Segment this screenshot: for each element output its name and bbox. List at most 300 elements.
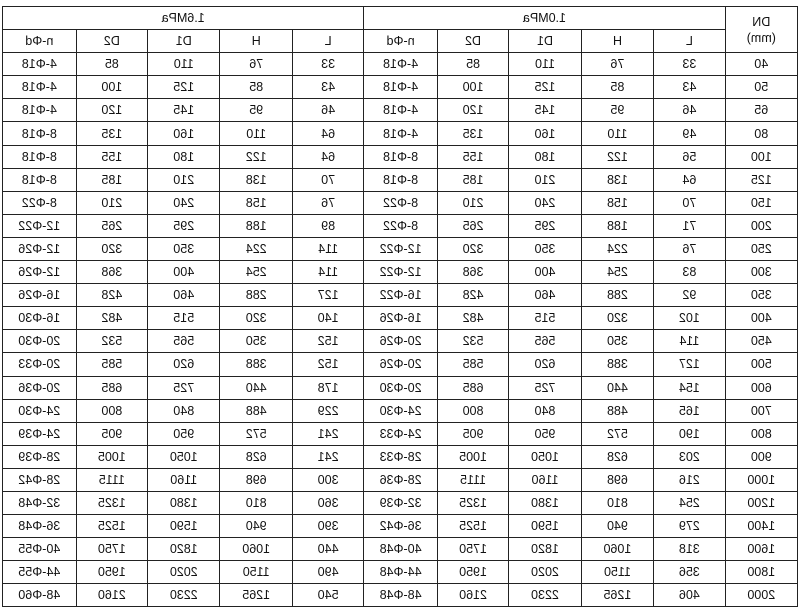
table-cell: 254 <box>220 261 292 284</box>
table-cell: 160 <box>509 122 581 145</box>
table-cell: 1005 <box>437 445 508 468</box>
table-cell: 406 <box>654 584 725 607</box>
table-row <box>3 445 798 468</box>
table-cell: 100 <box>437 76 508 99</box>
table-cell: 440 <box>292 538 363 561</box>
table-cell: 188 <box>581 214 653 237</box>
table-cell: 125 <box>725 168 797 191</box>
table-cell: 1380 <box>509 491 581 514</box>
table-cell: 71 <box>654 214 725 237</box>
table-cell: 125 <box>148 76 220 99</box>
table-cell: 350 <box>725 284 797 307</box>
table-cell: 2230 <box>148 584 220 607</box>
table-cell: 320 <box>437 237 508 260</box>
table-row <box>3 168 798 191</box>
table-cell: 28-Φ36 <box>364 468 438 491</box>
table-cell: 265 <box>437 214 508 237</box>
table-cell: 450 <box>725 330 797 353</box>
table-cell: 32-Φ39 <box>364 491 438 514</box>
table-row <box>3 53 798 76</box>
table-row <box>3 584 798 607</box>
flange-dimension-table <box>2 6 798 607</box>
table-cell: 725 <box>148 376 220 399</box>
table-cell: 80 <box>725 122 797 145</box>
table-cell: 127 <box>654 353 725 376</box>
table-cell: 905 <box>437 422 508 445</box>
table-cell: 4-Φ18 <box>364 53 438 76</box>
table-cell: 70 <box>292 168 363 191</box>
table-cell: 2020 <box>148 561 220 584</box>
table-row <box>3 538 798 561</box>
table-cell: 800 <box>76 399 147 422</box>
table-cell: 40 <box>725 53 797 76</box>
table-cell: 135 <box>76 122 147 145</box>
table-cell: 150 <box>725 191 797 214</box>
dn-unit: (mm) <box>746 30 776 45</box>
table-cell: 36-Φ48 <box>3 515 77 538</box>
table-cell: 36-Φ42 <box>364 515 438 538</box>
table-cell: 620 <box>148 353 220 376</box>
table-cell: 700 <box>725 399 797 422</box>
table-cell: 725 <box>509 376 581 399</box>
table-cell: 460 <box>148 284 220 307</box>
sub-header-d1: D1 <box>148 30 220 53</box>
table-cell: 65 <box>725 99 797 122</box>
table-cell: 1200 <box>725 491 797 514</box>
table-cell: 224 <box>220 237 292 260</box>
table-cell: 185 <box>76 168 147 191</box>
table-row <box>3 515 798 538</box>
table-cell: 16-Φ26 <box>364 307 438 330</box>
table-cell: 140 <box>292 307 363 330</box>
table-cell: 440 <box>581 376 653 399</box>
table-cell: 135 <box>437 122 508 145</box>
table-cell: 685 <box>76 376 147 399</box>
table-cell: 20-Φ30 <box>364 376 438 399</box>
table-cell: 24-Φ33 <box>364 422 438 445</box>
table-cell: 1265 <box>220 584 292 607</box>
table-cell: 152 <box>292 353 363 376</box>
table-cell: 400 <box>725 307 797 330</box>
table-cell: 240 <box>148 191 220 214</box>
table-cell: 295 <box>509 214 581 237</box>
table-cell: 2160 <box>76 584 147 607</box>
table-cell: 114 <box>654 330 725 353</box>
table-cell: 1820 <box>148 538 220 561</box>
table-cell: 200 <box>725 214 797 237</box>
table-cell: 1160 <box>148 468 220 491</box>
table-row <box>3 330 798 353</box>
table-row <box>3 191 798 214</box>
table-cell: 940 <box>581 515 653 538</box>
spec-table-container <box>2 6 798 602</box>
table-cell: 145 <box>148 99 220 122</box>
table-cell: 1050 <box>148 445 220 468</box>
table-cell: 32-Φ48 <box>3 491 77 514</box>
table-cell: 76 <box>581 53 653 76</box>
table-cell: 1590 <box>148 515 220 538</box>
table-cell: 368 <box>76 261 147 284</box>
table-cell: 43 <box>654 76 725 99</box>
table-cell: 12-Φ22 <box>364 237 438 260</box>
table-cell: 1325 <box>437 491 508 514</box>
table-cell: 64 <box>654 168 725 191</box>
table-row <box>3 284 798 307</box>
table-row <box>3 376 798 399</box>
group-b-header: 1.6MPa <box>3 7 364 30</box>
table-row <box>3 399 798 422</box>
table-cell: 155 <box>437 145 508 168</box>
table-cell: 16-Φ26 <box>3 284 77 307</box>
sub-header-h: H <box>581 30 653 53</box>
table-cell: 320 <box>76 237 147 260</box>
table-row <box>3 145 798 168</box>
table-cell: 240 <box>509 191 581 214</box>
table-cell: 810 <box>220 491 292 514</box>
table-cell: 4-Φ18 <box>3 53 77 76</box>
table-cell: 120 <box>76 99 147 122</box>
table-cell: 318 <box>654 538 725 561</box>
table-cell: 1325 <box>76 491 147 514</box>
table-cell: 532 <box>76 330 147 353</box>
table-cell: 76 <box>292 191 363 214</box>
table-cell: 810 <box>581 491 653 514</box>
table-cell: 76 <box>220 53 292 76</box>
table-cell: 155 <box>76 145 147 168</box>
table-cell: 360 <box>292 491 363 514</box>
table-cell: 122 <box>581 145 653 168</box>
table-cell: 85 <box>76 53 147 76</box>
table-cell: 1590 <box>509 515 581 538</box>
table-cell: 2160 <box>437 584 508 607</box>
table-cell: 1600 <box>725 538 797 561</box>
table-cell: 190 <box>654 422 725 445</box>
table-cell: 110 <box>581 122 653 145</box>
table-cell: 1050 <box>509 445 581 468</box>
table-cell: 64 <box>292 122 363 145</box>
table-cell: 178 <box>292 376 363 399</box>
table-cell: 70 <box>654 191 725 214</box>
table-cell: 4-Φ18 <box>3 99 77 122</box>
table-cell: 203 <box>654 445 725 468</box>
table-cell: 20-Φ30 <box>3 330 77 353</box>
table-cell: 185 <box>437 168 508 191</box>
table-cell: 8-Φ18 <box>364 145 438 168</box>
table-cell: 100 <box>76 76 147 99</box>
table-cell: 488 <box>220 399 292 422</box>
table-row <box>3 261 798 284</box>
table-cell: 320 <box>220 307 292 330</box>
table-cell: 50 <box>725 76 797 99</box>
table-cell: 20-Φ36 <box>3 376 77 399</box>
table-cell: 950 <box>509 422 581 445</box>
table-cell: 428 <box>437 284 508 307</box>
table-cell: 110 <box>509 53 581 76</box>
table-cell: 138 <box>220 168 292 191</box>
header-row-sub <box>3 30 798 53</box>
table-row <box>3 237 798 260</box>
table-cell: 840 <box>509 399 581 422</box>
table-cell: 490 <box>292 561 363 584</box>
table-cell: 12-Φ22 <box>364 261 438 284</box>
table-row <box>3 353 798 376</box>
table-cell: 145 <box>509 99 581 122</box>
table-cell: 64 <box>292 145 363 168</box>
table-cell: 565 <box>148 330 220 353</box>
table-cell: 229 <box>292 399 363 422</box>
table-cell: 48-Φ48 <box>364 584 438 607</box>
table-cell: 1150 <box>581 561 653 584</box>
table-cell: 24-Φ30 <box>3 399 77 422</box>
table-cell: 950 <box>148 422 220 445</box>
table-cell: 1750 <box>437 538 508 561</box>
table-cell: 515 <box>509 307 581 330</box>
table-cell: 8-Φ22 <box>3 191 77 214</box>
table-cell: 1800 <box>725 561 797 584</box>
table-row <box>3 307 798 330</box>
table-cell: 122 <box>220 145 292 168</box>
table-cell: 158 <box>220 191 292 214</box>
table-cell: 210 <box>148 168 220 191</box>
table-cell: 8-Φ18 <box>3 145 77 168</box>
table-cell: 840 <box>148 399 220 422</box>
table-cell: 8-Φ18 <box>3 122 77 145</box>
table-cell: 8-Φ18 <box>3 168 77 191</box>
table-cell: 1750 <box>76 538 147 561</box>
table-cell: 16-Φ22 <box>364 284 438 307</box>
table-cell: 28-Φ33 <box>364 445 438 468</box>
table-cell: 1950 <box>76 561 147 584</box>
table-cell: 4-Φ18 <box>3 76 77 99</box>
table-cell: 572 <box>581 422 653 445</box>
sub-header-h: H <box>220 30 292 53</box>
sub-header-nd: n-Φd <box>3 30 77 53</box>
table-cell: 1160 <box>509 468 581 491</box>
table-cell: 56 <box>654 145 725 168</box>
table-cell: 350 <box>148 237 220 260</box>
table-cell: 565 <box>509 330 581 353</box>
table-cell: 12-Φ26 <box>3 237 77 260</box>
table-cell: 110 <box>148 53 220 76</box>
table-cell: 350 <box>509 237 581 260</box>
table-cell: 83 <box>654 261 725 284</box>
table-cell: 2230 <box>509 584 581 607</box>
table-cell: 210 <box>509 168 581 191</box>
table-cell: 44-Φ55 <box>3 561 77 584</box>
table-cell: 1265 <box>581 584 653 607</box>
table-body <box>3 53 798 607</box>
table-cell: 210 <box>437 191 508 214</box>
table-cell: 628 <box>220 445 292 468</box>
table-cell: 1115 <box>76 468 147 491</box>
table-cell: 628 <box>581 445 653 468</box>
table-cell: 295 <box>148 214 220 237</box>
table-cell: 1525 <box>437 515 508 538</box>
table-cell: 356 <box>654 561 725 584</box>
table-cell: 114 <box>292 261 363 284</box>
table-cell: 500 <box>725 353 797 376</box>
table-cell: 460 <box>509 284 581 307</box>
sub-header-d2: D2 <box>76 30 147 53</box>
group-a-header: 1.0MPa <box>364 7 725 30</box>
table-cell: 1000 <box>725 468 797 491</box>
table-cell: 1950 <box>437 561 508 584</box>
table-cell: 1150 <box>220 561 292 584</box>
table-cell: 488 <box>581 399 653 422</box>
table-cell: 540 <box>292 584 363 607</box>
table-cell: 24-Φ39 <box>3 422 77 445</box>
table-cell: 160 <box>148 122 220 145</box>
table-cell: 1005 <box>76 445 147 468</box>
table-cell: 288 <box>581 284 653 307</box>
table-cell: 224 <box>581 237 653 260</box>
table-cell: 1820 <box>509 538 581 561</box>
table-cell: 428 <box>76 284 147 307</box>
table-cell: 241 <box>292 422 363 445</box>
table-cell: 95 <box>581 99 653 122</box>
sub-header-nd: n-Φd <box>364 30 438 53</box>
table-cell: 350 <box>220 330 292 353</box>
table-cell: 1060 <box>220 538 292 561</box>
table-cell: 698 <box>220 468 292 491</box>
table-cell: 482 <box>76 307 147 330</box>
table-cell: 300 <box>725 261 797 284</box>
table-cell: 4-Φ18 <box>364 99 438 122</box>
table-cell: 180 <box>148 145 220 168</box>
table-cell: 12-Φ26 <box>3 261 77 284</box>
table-cell: 158 <box>581 191 653 214</box>
table-cell: 20-Φ26 <box>364 353 438 376</box>
table-cell: 28-Φ42 <box>3 468 77 491</box>
table-cell: 572 <box>220 422 292 445</box>
table-cell: 85 <box>220 76 292 99</box>
table-row <box>3 214 798 237</box>
table-cell: 2020 <box>509 561 581 584</box>
table-cell: 154 <box>654 376 725 399</box>
table-cell: 585 <box>76 353 147 376</box>
table-cell: 250 <box>725 237 797 260</box>
table-cell: 216 <box>654 468 725 491</box>
table-cell: 8-Φ22 <box>364 214 438 237</box>
table-cell: 12-Φ22 <box>3 214 77 237</box>
table-cell: 320 <box>581 307 653 330</box>
table-cell: 46 <box>292 99 363 122</box>
table-cell: 48-Φ60 <box>3 584 77 607</box>
table-cell: 120 <box>437 99 508 122</box>
table-cell: 28-Φ39 <box>3 445 77 468</box>
table-cell: 188 <box>220 214 292 237</box>
table-cell: 600 <box>725 376 797 399</box>
table-cell: 8-Φ18 <box>364 168 438 191</box>
table-cell: 24-Φ30 <box>364 399 438 422</box>
table-cell: 585 <box>437 353 508 376</box>
table-cell: 350 <box>581 330 653 353</box>
table-cell: 515 <box>148 307 220 330</box>
table-row <box>3 422 798 445</box>
table-cell: 440 <box>220 376 292 399</box>
table-cell: 482 <box>437 307 508 330</box>
table-cell: 532 <box>437 330 508 353</box>
table-cell: 388 <box>220 353 292 376</box>
table-row <box>3 99 798 122</box>
table-cell: 620 <box>509 353 581 376</box>
table-cell: 85 <box>581 76 653 99</box>
table-cell: 44-Φ48 <box>364 561 438 584</box>
table-cell: 300 <box>292 468 363 491</box>
table-cell: 49 <box>654 122 725 145</box>
table-cell: 33 <box>654 53 725 76</box>
table-cell: 390 <box>292 515 363 538</box>
table-cell: 1060 <box>581 538 653 561</box>
table-row <box>3 122 798 145</box>
table-cell: 388 <box>581 353 653 376</box>
sub-header-l: L <box>654 30 725 53</box>
table-cell: 1400 <box>725 515 797 538</box>
table-cell: 940 <box>220 515 292 538</box>
table-row <box>3 468 798 491</box>
table-cell: 40-Φ48 <box>364 538 438 561</box>
table-cell: 4-Φ18 <box>364 76 438 99</box>
table-cell: 254 <box>581 261 653 284</box>
table-cell: 138 <box>581 168 653 191</box>
table-cell: 698 <box>581 468 653 491</box>
table-cell: 100 <box>725 145 797 168</box>
table-cell: 1115 <box>437 468 508 491</box>
sub-header-d1: D1 <box>509 30 581 53</box>
table-cell: 800 <box>437 399 508 422</box>
table-cell: 33 <box>292 53 363 76</box>
table-cell: 400 <box>509 261 581 284</box>
table-cell: 265 <box>76 214 147 237</box>
table-cell: 1380 <box>148 491 220 514</box>
table-cell: 89 <box>292 214 363 237</box>
table-cell: 20-Φ33 <box>3 353 77 376</box>
table-cell: 685 <box>437 376 508 399</box>
table-cell: 288 <box>220 284 292 307</box>
table-cell: 4-Φ18 <box>364 122 438 145</box>
table-cell: 400 <box>148 261 220 284</box>
table-cell: 102 <box>654 307 725 330</box>
table-cell: 76 <box>654 237 725 260</box>
table-cell: 800 <box>725 422 797 445</box>
table-cell: 254 <box>654 491 725 514</box>
table-cell: 92 <box>654 284 725 307</box>
table-cell: 127 <box>292 284 363 307</box>
table-row <box>3 491 798 514</box>
table-row <box>3 561 798 584</box>
table-cell: 20-Φ26 <box>364 330 438 353</box>
sub-header-d2: D2 <box>437 30 508 53</box>
table-cell: 16-Φ30 <box>3 307 77 330</box>
table-cell: 210 <box>76 191 147 214</box>
table-cell: 905 <box>76 422 147 445</box>
table-cell: 110 <box>220 122 292 145</box>
table-cell: 85 <box>437 53 508 76</box>
table-cell: 43 <box>292 76 363 99</box>
dn-header <box>725 7 797 53</box>
table-row <box>3 76 798 99</box>
table-cell: 125 <box>509 76 581 99</box>
table-cell: 46 <box>654 99 725 122</box>
table-cell: 900 <box>725 445 797 468</box>
dn-label: DN <box>752 14 771 29</box>
table-cell: 279 <box>654 515 725 538</box>
table-cell: 180 <box>509 145 581 168</box>
table-cell: 152 <box>292 330 363 353</box>
table-cell: 165 <box>654 399 725 422</box>
table-cell: 2000 <box>725 584 797 607</box>
table-cell: 95 <box>220 99 292 122</box>
